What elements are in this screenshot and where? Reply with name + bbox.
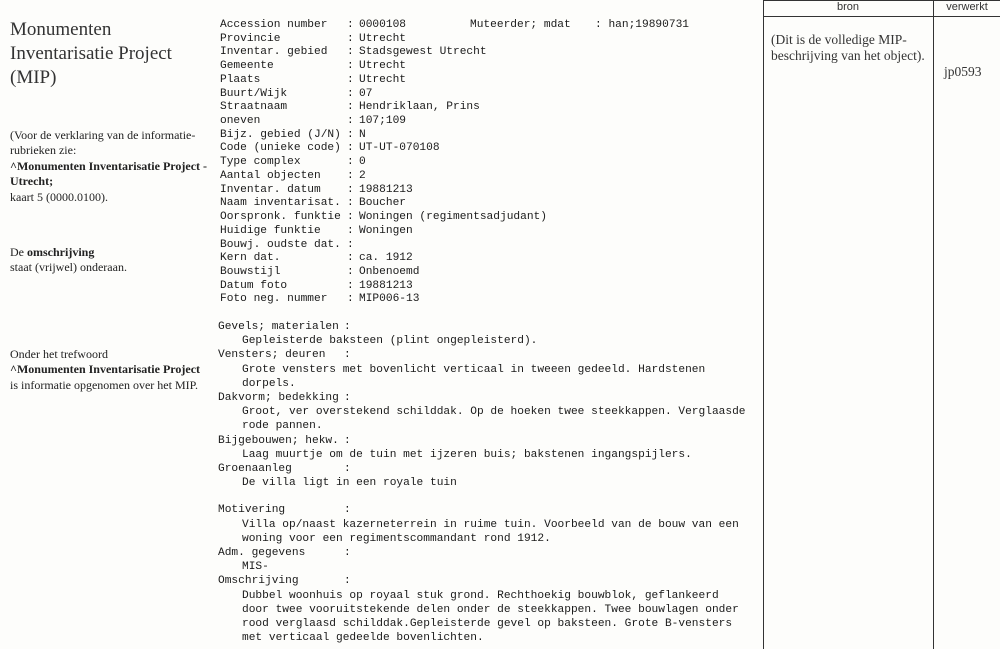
field-label: Datum foto (220, 279, 288, 292)
info-note (10, 128, 210, 205)
description-label: Bijgebouwen; hekw. (218, 434, 339, 447)
field-label: Accession number (220, 19, 328, 31)
field-label: Straatnaam (220, 101, 288, 114)
description-text: Groot, ver overstekend schilddak. Op de hoeken twee steekkappen. Verglaasde rode pannen. (242, 406, 746, 433)
field-value: 2 (359, 169, 366, 182)
field-value: 07 (359, 87, 373, 100)
description-text: MIS- (242, 561, 269, 574)
description-colon: : (344, 575, 351, 588)
field-value: 0 (359, 156, 366, 169)
field-label: Type complex (220, 156, 301, 169)
field-separator: : (347, 101, 354, 114)
field-label: Inventar. gebied (220, 46, 328, 59)
field-separator: : (347, 293, 354, 306)
field-value: 0000108 (359, 19, 406, 31)
field-label: Code (unieke code) (220, 142, 341, 155)
info-note-ref: kaart 5 (0000.0100). (10, 189, 108, 204)
field-label: Provincie (220, 32, 281, 45)
field-separator: : (347, 238, 354, 251)
info-note-text: (Voor de verklaring van de informatie-rubrieken zie: (10, 128, 196, 158)
description-label: Groenaanleg (218, 463, 292, 476)
description-label: Vensters; deuren (218, 349, 326, 362)
field-value: Woningen (359, 224, 413, 237)
mutator-field: Muteerder; mdat : han;19890731 (470, 19, 690, 31)
field-row (220, 129, 547, 143)
description-text: Gepleisterde baksteen (plint ongepleisterd). (242, 335, 538, 348)
description-heading (218, 434, 758, 448)
description-text: Grote vensters met bovenlicht verticaal in tweeen gedeeld. Hardstenen dorpels. (242, 363, 706, 390)
description-heading (218, 320, 758, 334)
mutator-label: Muteerder; mdat (470, 19, 571, 31)
field-label: Inventar. datum (220, 183, 321, 196)
description-heading (218, 348, 758, 362)
description-colon: : (344, 349, 351, 362)
field-separator: : (347, 279, 354, 292)
description-text: Dubbel woonhuis op royaal stuk grond. Rechthoekig bouwblok, geflankeerd door twee vooruitstekende delen onder de steekkappen. Twee bouwlagen onder rood verglaasd schilddak.Gepleisterde gevel op baksteen. Grote B-vensters met verticaal gedeelde bovenlichten. (242, 589, 739, 645)
column-header-processed: verwerkt (946, 1, 988, 13)
field-value: Utrecht (359, 73, 406, 86)
field-row (220, 266, 547, 280)
field-value: Woningen (regimentsadjudant) (359, 211, 547, 224)
description-label: Motivering (218, 504, 286, 517)
field-value: 19881213 (359, 279, 413, 292)
field-label: Buurt/Wijk (220, 87, 288, 100)
description-heading (218, 503, 758, 517)
field-value: Utrecht (359, 32, 406, 45)
description-colon: : (344, 504, 351, 517)
processed-cell: jp0593 (944, 64, 982, 79)
field-row (220, 280, 547, 294)
mutator-value: han;19890731 (608, 19, 690, 31)
field-value: Hendriklaan, Prins (359, 101, 480, 114)
description-heading (218, 462, 758, 476)
field-row (220, 33, 547, 47)
field-row (220, 293, 547, 307)
field-separator: : (347, 265, 354, 278)
description-colon: : (344, 321, 351, 333)
description-note-rest: staat (vrijwel) onderaan. (10, 260, 127, 275)
field-label: Kern dat. (220, 252, 281, 265)
field-row (220, 156, 547, 170)
field-value: Boucher (359, 197, 406, 210)
table-column-divider (933, 0, 934, 649)
field-separator: : (347, 142, 354, 155)
field-separator: : (347, 19, 354, 31)
field-separator: : (347, 73, 354, 86)
field-value: 19881213 (359, 183, 413, 196)
field-row (220, 239, 547, 253)
keyword-note (10, 347, 210, 393)
field-row (220, 88, 547, 102)
field-separator: : (347, 183, 354, 196)
field-row (220, 60, 547, 74)
field-separator: : (347, 60, 354, 73)
page-title: Monumenten Inventarisatie Project (MIP) (10, 19, 172, 88)
field-row (220, 101, 547, 115)
source-table (763, 0, 1000, 649)
keyword-note-link[interactable]: ^Monumenten Inventarisatie Project (10, 362, 201, 377)
description-label: Gevels; materialen (218, 321, 339, 333)
description-note-text: De (10, 245, 27, 259)
field-separator: : (347, 32, 354, 45)
field-value: UT-UT-070108 (359, 142, 440, 155)
field-label: Plaats (220, 73, 261, 86)
field-row (220, 142, 547, 156)
description-colon: : (344, 434, 351, 447)
description-colon: : (344, 392, 351, 405)
description-colon: : (344, 547, 351, 560)
field-label: Bijz. gebied (J/N) (220, 128, 341, 141)
field-row (220, 46, 547, 60)
source-cell: (Dit is de volledige MIP-beschrijving van het object). (771, 32, 925, 63)
table-header-divider (763, 16, 1000, 17)
field-separator: : (347, 46, 354, 59)
field-separator: : (347, 169, 354, 182)
field-label: Gemeente (220, 60, 274, 73)
field-separator: : (347, 211, 354, 224)
field-row (220, 74, 547, 88)
field-row (220, 170, 547, 184)
field-row (220, 252, 547, 266)
field-separator: : (347, 115, 354, 128)
field-label: Naam inventarisat. (220, 197, 341, 210)
field-separator: : (347, 128, 354, 141)
field-label: Aantal objecten (220, 169, 321, 182)
description-note-bold: omschrijving (27, 245, 95, 259)
description-text: Villa op/naast kazerneterrein in ruime tuin. Voorbeeld van de bouw van een woning voor een regimentscommandant rond 1912. (242, 518, 739, 545)
field-value: ca. 1912 (359, 252, 413, 265)
description-section (218, 320, 758, 645)
field-label: Oorspronk. funktie (220, 211, 341, 224)
field-separator: : (347, 224, 354, 237)
description-text: De villa ligt in een royale tuin (242, 477, 457, 490)
description-heading (218, 574, 758, 588)
field-label: Foto neg. nummer (220, 293, 328, 306)
field-label: Bouwstijl (220, 265, 281, 278)
section-gap (218, 490, 758, 503)
keyword-note-rest: is informatie opgenomen over het MIP. (10, 377, 198, 392)
field-label: oneven (220, 115, 261, 128)
description-text: Laag muurtje om de tuin met ijzeren buis; bakstenen ingangspijlers. (242, 448, 692, 461)
table-border-left (763, 0, 764, 649)
field-value: Utrecht (359, 60, 406, 73)
description-colon: : (344, 463, 351, 476)
field-label: Huidige funktie (220, 224, 321, 237)
description-heading (218, 391, 758, 405)
description-heading (218, 546, 758, 560)
field-value: Onbenoemd (359, 265, 420, 278)
field-separator: : (347, 87, 354, 100)
field-separator: : (347, 252, 354, 265)
info-note-link[interactable]: ^Monumenten Inventarisatie Project - Utrecht; (10, 158, 208, 189)
field-value: N (359, 128, 366, 141)
keyword-note-text: Onder het trefwoord (10, 347, 108, 361)
field-row (220, 184, 547, 198)
field-value: 107;109 (359, 115, 406, 128)
description-label: Adm. gegevens (218, 547, 306, 560)
description-label: Omschrijving (218, 575, 299, 588)
field-row (220, 197, 547, 211)
field-row (220, 211, 547, 225)
field-row (220, 115, 547, 129)
field-row (220, 225, 547, 239)
description-note (10, 245, 210, 276)
field-value: Stadsgewest Utrecht (359, 46, 487, 59)
record-fields (220, 19, 547, 307)
field-separator: : (347, 156, 354, 169)
field-label: Bouwj. oudste dat. (220, 238, 341, 251)
column-header-source: bron (836, 1, 860, 13)
field-separator: : (347, 197, 354, 210)
description-label: Dakvorm; bedekking (218, 392, 339, 405)
field-value: MIP006-13 (359, 293, 420, 306)
